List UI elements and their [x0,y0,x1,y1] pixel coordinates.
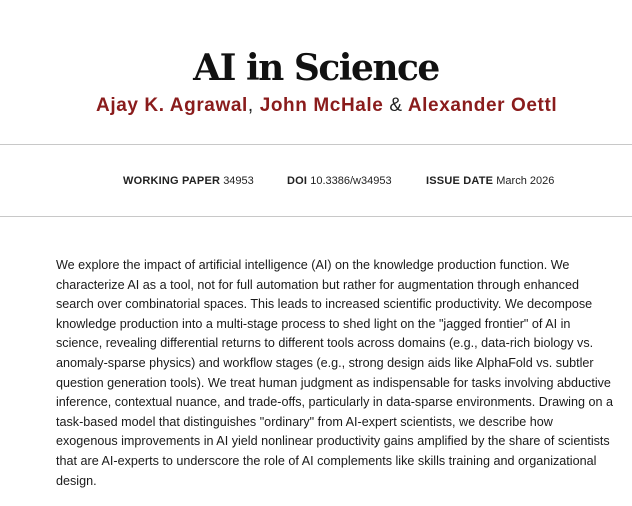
author-separator-ampersand: & [389,95,403,116]
author-link-oettl[interactable]: Alexander Oettl [407,95,558,116]
author-list [96,94,557,118]
abstract-text: We explore the impact of artificial intelligence (AI) on the knowledge production function. We characterize AI as a tool, not for full automation but rather for augmentation through enhanced search over combinatorial spaces. This leads to increased scientific productivity. We decompose knowledge production into a multi-stage process to shed light on the "jagged frontier" of AI in science, revealing differential returns to different tools across domains (e.g., data-rich biology vs. anomaly-sparse physics) and workflow stages (e.g., strong design aids like AlphaFold vs. subtler question generation tools). We treat human judgment as indispensable for tasks involving abductive inference, contextual nuance, and trade-offs, particularly in data-sparse environments. Drawing on a task-based model that distinguishes "ordinary" from AI-expert scientists, we describe how exogenous improvements in AI yield nonlinear productivity gains amplified by the share of scientists that are AI-experts to underscore the role of AI complements like skills training and organizational design. [56,258,614,488]
doi-label: DOI [287,175,308,187]
bottom-divider [0,216,632,217]
doi-value: 10.3386/w34953 [310,175,392,187]
issue-date-label: ISSUE DATE [426,175,494,187]
doi-meta [287,173,392,189]
issue-date-meta [426,173,554,189]
paper-metadata-bar [0,173,632,189]
author-link-mchale[interactable]: John McHale [259,95,384,116]
issue-date-value: March 2026 [496,175,555,187]
working-paper-label: WORKING PAPER [123,175,221,187]
top-divider [0,144,632,145]
author-link-agrawal[interactable]: Ajay K. Agrawal [96,95,248,116]
working-paper-number: 34953 [223,175,254,187]
page-title: AI in Science [193,47,439,90]
author-separator-comma: , [247,95,254,116]
working-paper-meta [123,173,254,189]
